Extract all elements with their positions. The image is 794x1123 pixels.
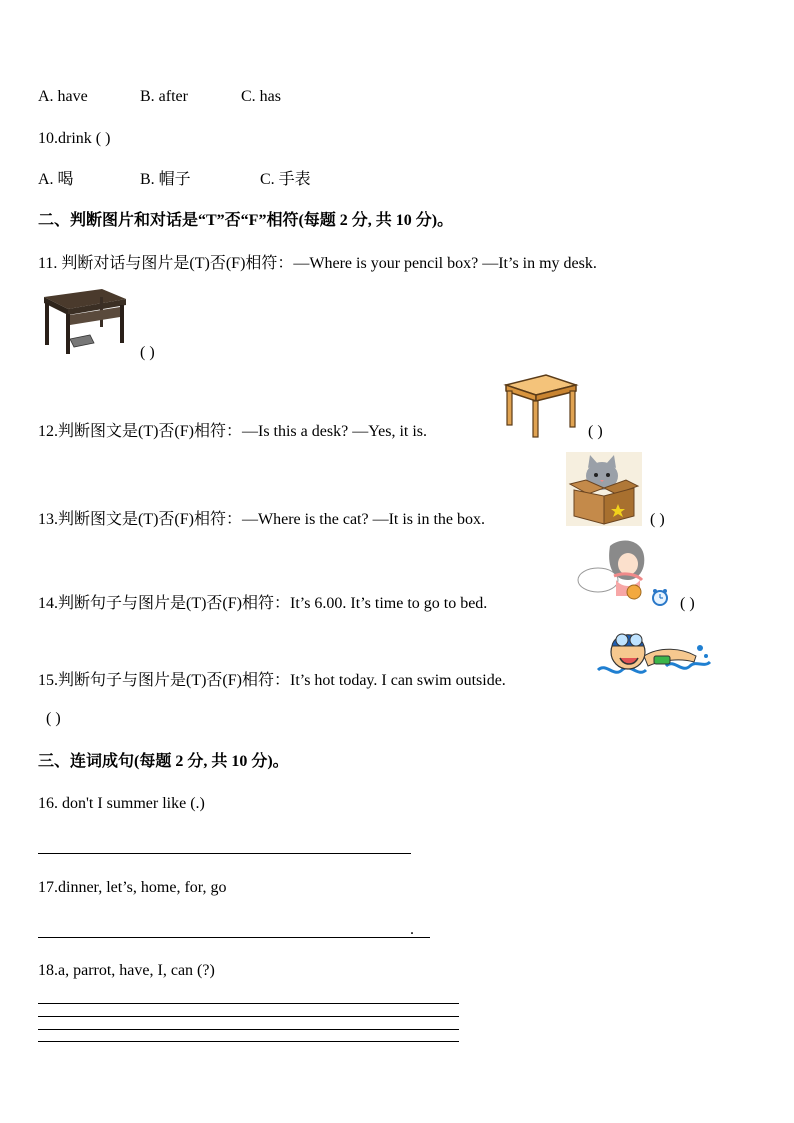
q13-text: 13.判断图文是(T)否(F)相符：—Where is the cat? —It is in the box. — [38, 511, 486, 528]
q16-answer-line[interactable] — [38, 853, 411, 854]
q10-option-c: C. 手表 — [260, 171, 311, 188]
q10-stem: 10.drink ( ) — [38, 130, 111, 147]
swimming-boy-image — [596, 626, 712, 684]
q12-text: 12.判断图文是(T)否(F)相符：—Is this a desk? —Yes, it is. — [38, 423, 428, 440]
q9-option-a: A. have — [38, 88, 88, 105]
q11-answer-paren[interactable]: ( ) — [140, 344, 155, 361]
wooden-table-image — [500, 373, 580, 441]
q18-text: 18.a, parrot, have, I, can (?) — [38, 962, 215, 979]
q18-answer-line-2[interactable] — [38, 1016, 459, 1017]
q11-text: 11. 判断对话与图片是(T)否(F)相符：—Where is your pencil box? —It’s in my desk. — [38, 255, 597, 272]
old-desk-image — [40, 287, 130, 357]
q14-answer-paren[interactable]: ( ) — [680, 595, 695, 612]
q18-answer-line-4[interactable] — [38, 1041, 459, 1042]
q18-answer-line-1[interactable] — [38, 1003, 459, 1004]
q16-text: 16. don't I summer like (.) — [38, 795, 205, 812]
q9-option-c: C. has — [241, 88, 281, 105]
q14-text: 14.判断句子与图片是(T)否(F)相符：It’s 6.00. It’s time to go to bed. — [38, 595, 488, 612]
q17-end-mark: . — [410, 921, 414, 938]
cat-in-box-image — [566, 452, 642, 526]
section-2-heading: 二、判断图片和对话是“T”否“F”相符(每题 2 分, 共 10 分)。 — [38, 212, 454, 229]
q15-answer-paren[interactable]: ( ) — [46, 710, 61, 727]
q9-option-b: B. after — [140, 88, 188, 105]
q13-answer-paren[interactable]: ( ) — [650, 511, 665, 528]
q17-answer-line[interactable] — [38, 937, 430, 938]
q10-option-a: A. 喝 — [38, 171, 74, 188]
q10-option-b: B. 帽子 — [140, 171, 191, 188]
section-3-heading: 三、连词成句(每题 2 分, 共 10 分)。 — [38, 753, 289, 770]
q15-text: 15.判断句子与图片是(T)否(F)相符：It’s hot today. I can swim outside. — [38, 672, 506, 689]
q17-text: 17.dinner, let’s, home, for, go — [38, 879, 227, 896]
q18-answer-line-3[interactable] — [38, 1029, 459, 1030]
sleeping-girl-image — [576, 536, 672, 610]
q12-answer-paren[interactable]: ( ) — [588, 423, 603, 440]
